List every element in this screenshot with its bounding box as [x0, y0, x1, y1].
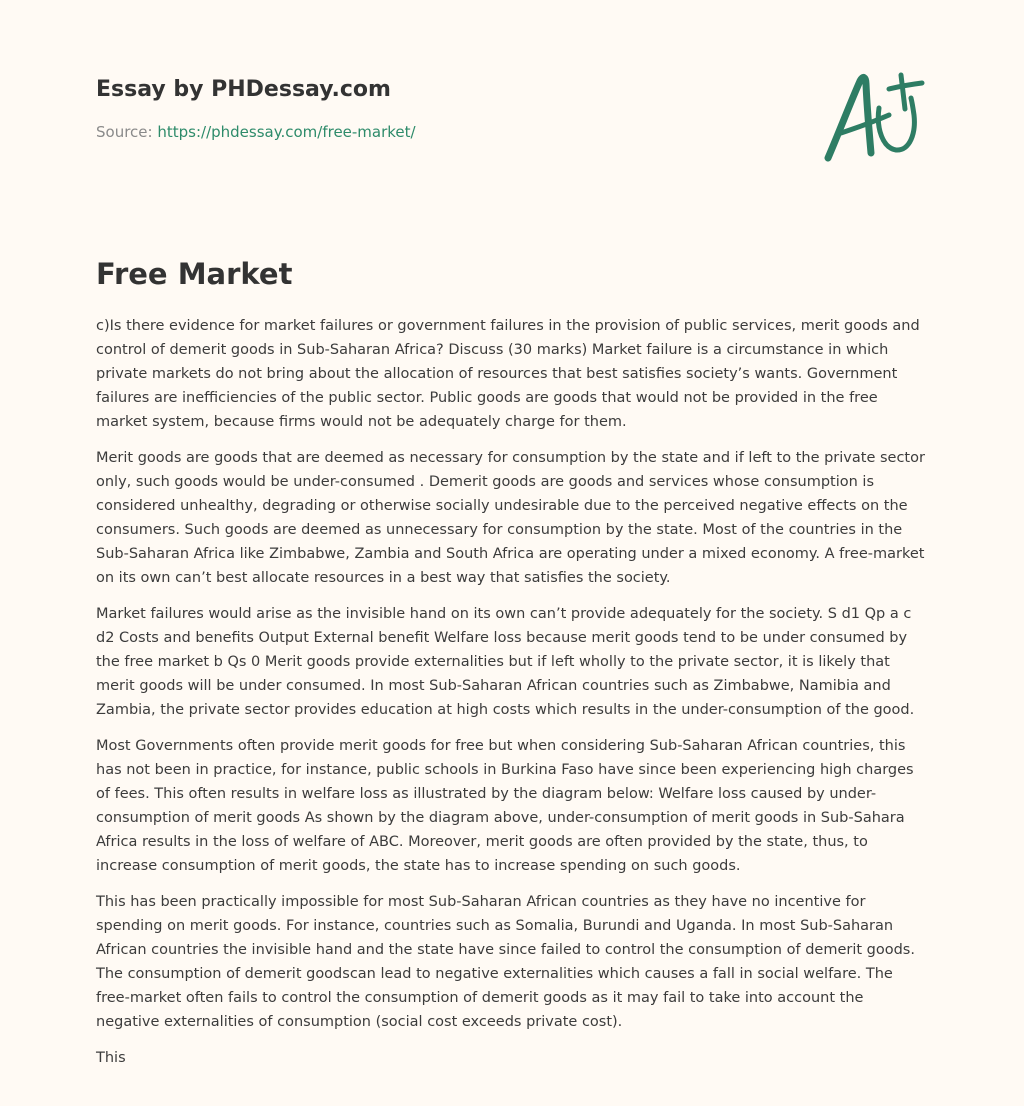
site-title: Essay by PHDessay.com: [96, 77, 391, 102]
essay-paragraph-1: c)Is there evidence for market failures or government failures in the provision of public services, merit goods and control of demerit goods in Sub-Saharan Africa? Discuss (30 marks) Market failure is a circumstance in which private markets do not bring about the allocation of resources that best satisfies society’s wants. Government failures are inefficiencies of the public sector. Public goods are goods that would not be provided in the free market system, because firms would not be adequately charge for them.: [96, 318, 920, 430]
source-label: Source:: [96, 123, 153, 141]
source-line: [96, 122, 716, 142]
essay-paragraph-3: Market failures would arise as the invisible hand on its own can’t provide adequately for the society. S d1 Qp a c d2 Costs and benefits Output External benefit Welfare loss because merit goods tend to be under consumed by the free market b Qs 0 Merit goods provide externalities but if left wholly to the private sector, it is likely that merit goods will be under consumed. In most Sub-Saharan African countries such as Zimbabwe, Namibia and Zambia, the private sector provides education at high costs which results in the under-consumption of the good.: [96, 606, 915, 718]
essay-paragraph-4: Most Governments often provide merit goods for free but when considering Sub-Saharan African countries, this has not been in practice, for instance, public schools in Burkina Faso have since been experiencing high charges of fees. This often results in welfare loss as illustrated by the diagram below: Welfare loss caused by under-consumption of merit goods As shown by the diagram above, under-consumption of merit goods in Sub-Sahara Africa results in the loss of welfare of ABC. Moreover, merit goods are often provided by the state, thus, to increase consumption of merit goods, the state has to increase spending on such goods.: [96, 738, 914, 874]
essay-paragraph-5: This has been practically impossible for most Sub-Saharan African countries as they have no incentive for spending on merit goods. For instance, countries such as Somalia, Burundi and Uganda. In most Sub-Saharan African countries the invisible hand and the state have since failed to control the consumption of demerit goods. The consumption of demerit goodscan lead to negative externalities which causes a fall in social welfare. The free-market often fails to control the consumption of demerit goods as it may fail to take into account the negative externalities of consumption (social cost exceeds private cost).: [96, 894, 915, 1030]
source-link[interactable]: https://phdessay.com/free-market/: [157, 123, 416, 141]
page-header: [96, 76, 716, 142]
essay-body: [96, 314, 928, 1082]
essay-title: Free Market: [96, 257, 293, 291]
essay-paragraph-2: Merit goods are goods that are deemed as necessary for consumption by the state and if left to the private sector only, such goods would be under-consumed . Demerit goods are goods and services whose consumption is considered unhealthy, degrading or otherwise socially undesirable due to the perceived negative effects on the consumers. Such goods are deemed as unnecessary for consumption by the state. Most of the countries in the Sub-Saharan Africa like Zimbabwe, Zambia and South Africa are operating under a mixed economy. A free-market on its own can’t best allocate resources in a best way that satisfies the society.: [96, 450, 925, 586]
a-plus-logo-icon: [818, 66, 930, 170]
essay-paragraph-6: This: [96, 1050, 126, 1066]
